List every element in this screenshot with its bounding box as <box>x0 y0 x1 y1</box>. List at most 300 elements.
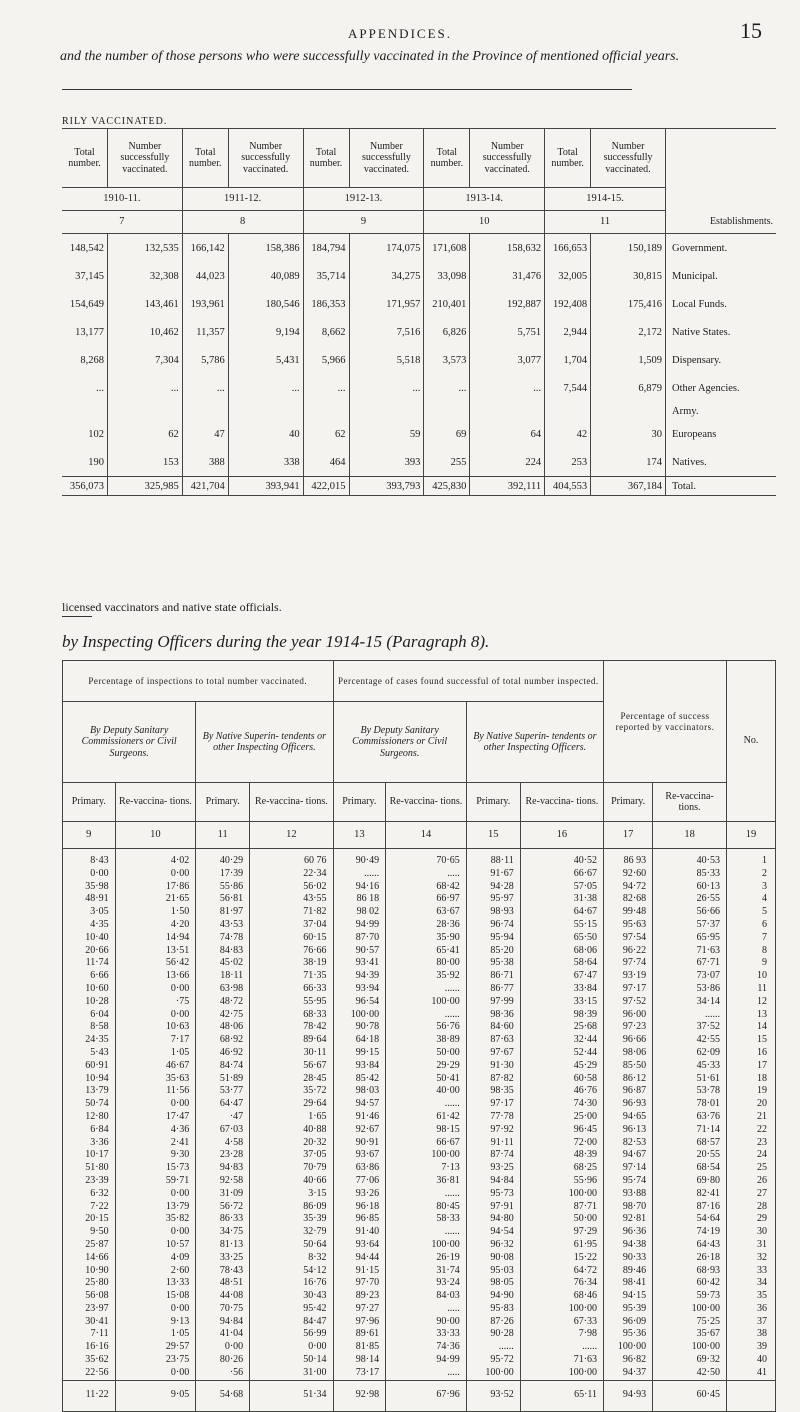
percentage-cell: 51·80 <box>63 1162 116 1175</box>
percentage-cell: 97·99 <box>466 996 520 1009</box>
percentage-cell: 96·18 <box>333 1201 386 1214</box>
percentage-cell: 94·39 <box>333 970 386 983</box>
percentage-cell: ·47 <box>196 1111 250 1124</box>
table-row <box>63 1098 776 1111</box>
number-cell: 255 <box>424 448 470 477</box>
percentage-cell: 95·72 <box>466 1354 520 1367</box>
establishment-cell: Other Agencies. <box>666 374 777 402</box>
percentage-cell: 91·67 <box>466 868 520 881</box>
percentage-cell: 50·64 <box>250 1239 333 1252</box>
establishment-cell: Government. <box>666 234 777 263</box>
percentage-cell: 60·42 <box>653 1277 727 1290</box>
percentage-cell: 94·99 <box>386 1354 467 1367</box>
divider <box>62 89 632 90</box>
percentage-cell: 18·11 <box>196 970 250 983</box>
number-cell: 37,145 <box>75 270 104 282</box>
year-header: 1911-12. <box>182 188 303 211</box>
percentage-cell: 96·09 <box>604 1316 653 1329</box>
number-cell: 64 <box>470 420 545 448</box>
percentage-cell: 78·42 <box>250 1021 333 1034</box>
percentage-cell: 40·00 <box>386 1085 467 1098</box>
percentage-cell: 24·35 <box>63 1034 116 1047</box>
column-number: 8 <box>182 211 303 234</box>
row-number: 12 <box>727 996 776 1009</box>
number-cell: 404,553 <box>545 477 591 496</box>
percentage-cell: 7·11 <box>63 1328 116 1341</box>
percentage-cell: 33·33 <box>386 1328 467 1341</box>
percentage-cell: 95·73 <box>466 1188 520 1201</box>
percentage-cell: 32·44 <box>520 1034 603 1047</box>
column-number: 13 <box>333 822 386 849</box>
percentage-cell: 94·44 <box>333 1252 386 1265</box>
table-row <box>63 1175 776 1188</box>
percentage-cell: 51·61 <box>653 1073 727 1086</box>
percentage-cell: 94·84 <box>196 1316 250 1329</box>
number-cell: 158,632 <box>470 234 545 263</box>
percentage-cell: 4·35 <box>63 919 116 932</box>
table-row <box>63 932 776 945</box>
table-row <box>63 1149 776 1162</box>
percentage-cell: ...... <box>386 1098 467 1111</box>
table-row <box>63 906 776 919</box>
number-cell: 44,023 <box>182 262 228 290</box>
percentage-cell: 100·00 <box>386 1239 467 1252</box>
percentage-cell: 92·58 <box>196 1175 250 1188</box>
percentage-cell: 45·33 <box>653 1060 727 1073</box>
table-row <box>62 420 776 448</box>
percentage-cell: 97·96 <box>333 1316 386 1329</box>
percentage-cell: 66·33 <box>250 983 333 996</box>
percentage-cell: 46·92 <box>196 1047 250 1060</box>
establishment-cell: Europeans <box>666 420 777 448</box>
total-cell <box>727 1380 776 1411</box>
number-cell: 166,142 <box>182 234 228 263</box>
percentage-cell: 71·63 <box>520 1354 603 1367</box>
row-number: 19 <box>727 1085 776 1098</box>
column-number: 14 <box>386 822 467 849</box>
percentage-cell: 33·25 <box>196 1252 250 1265</box>
number-cell <box>349 402 424 420</box>
table-row <box>63 1111 776 1124</box>
table-row <box>63 1034 776 1047</box>
percentage-cell: 87·71 <box>520 1201 603 1214</box>
total-cell: 11·22 <box>63 1380 116 1411</box>
percentage-cell: 10·94 <box>63 1073 116 1086</box>
percentage-cell: 0·00 <box>250 1341 333 1354</box>
percentage-cell: 43·53 <box>196 919 250 932</box>
percentage-cell: 74·19 <box>653 1226 727 1239</box>
percentage-cell: 63·67 <box>386 906 467 919</box>
table-row <box>63 1137 776 1150</box>
percentage-cell: 10·90 <box>63 1265 116 1278</box>
percentage-cell: 26·55 <box>653 893 727 906</box>
number-cell <box>62 402 107 420</box>
percentage-cell: 56·42 <box>115 957 196 970</box>
number-cell: 367,184 <box>591 477 666 496</box>
percentage-cell: 1·65 <box>250 1111 333 1124</box>
row-number: 9 <box>727 957 776 970</box>
percentage-cell: 95·74 <box>604 1175 653 1188</box>
percentage-cell: 86·33 <box>196 1213 250 1226</box>
number-cell: 35,714 <box>303 262 349 290</box>
number-cell <box>228 402 303 420</box>
percentage-cell: 95·39 <box>604 1303 653 1316</box>
revaccination-header: Re-vaccina- tions. <box>520 783 603 822</box>
year-header: 1910-11. <box>62 188 182 211</box>
percentage-cell: 40·52 <box>520 849 603 868</box>
percentage-cell: 93·67 <box>333 1149 386 1162</box>
percentage-cell: 36·81 <box>386 1175 467 1188</box>
percentage-cell: 67·71 <box>653 957 727 970</box>
row-number: 33 <box>727 1265 776 1278</box>
percentage-cell: 93·94 <box>333 983 386 996</box>
table-row <box>63 1085 776 1098</box>
percentage-cell: 38·89 <box>386 1034 467 1047</box>
percentage-cell: 98·36 <box>466 1009 520 1022</box>
table-row <box>63 1328 776 1341</box>
row-number: 22 <box>727 1124 776 1137</box>
percentage-cell: 6·66 <box>63 970 116 983</box>
percentage-cell: 97·70 <box>333 1277 386 1290</box>
percentage-cell: 91·11 <box>466 1137 520 1150</box>
no-header: No. <box>727 661 776 822</box>
table-row <box>63 849 776 868</box>
number-cell: 102 <box>88 428 104 440</box>
percentage-cell: 85·20 <box>466 945 520 958</box>
percentage-cell: 48·72 <box>196 996 250 1009</box>
row-number: 10 <box>727 970 776 983</box>
number-cell: ... <box>303 374 349 402</box>
percentage-cell: 92·67 <box>333 1124 386 1137</box>
column-number: 17 <box>604 822 653 849</box>
percentage-cell: 92·60 <box>604 868 653 881</box>
percentage-cell: ·56 <box>196 1367 250 1380</box>
percentage-cell: 44·08 <box>196 1290 250 1303</box>
percentage-cell: 66·67 <box>520 868 603 881</box>
number-cell: 356,073 <box>62 477 107 496</box>
percentage-cell: 13·66 <box>115 970 196 983</box>
percentage-cell: 77·06 <box>333 1175 386 1188</box>
row-number: 36 <box>727 1303 776 1316</box>
percentage-cell: 68·57 <box>653 1137 727 1150</box>
percentage-cell: 11·74 <box>63 957 116 970</box>
total-cell: 67·96 <box>386 1380 467 1411</box>
percentage-cell: 40·29 <box>196 849 250 868</box>
percentage-cell: 13·79 <box>115 1201 196 1214</box>
number-cell: 148,542 <box>69 242 104 254</box>
percentage-cell: 35·98 <box>63 881 116 894</box>
percentage-cell: 94·83 <box>196 1162 250 1175</box>
percentage-cell: 97·52 <box>604 996 653 1009</box>
number-cell: 1,704 <box>545 346 591 374</box>
revaccination-header: Re-vaccina- tions. <box>115 783 196 822</box>
percentage-cell: 4·02 <box>115 849 196 868</box>
number-cell: 158,386 <box>228 234 303 263</box>
percentage-cell: 67·33 <box>520 1316 603 1329</box>
percentage-cell: 10·17 <box>63 1149 116 1162</box>
number-cell: 464 <box>303 448 349 477</box>
percentage-cell: 57·05 <box>520 881 603 894</box>
percentage-cell: 96·82 <box>604 1354 653 1367</box>
percentage-cell: 98·06 <box>604 1047 653 1060</box>
percentage-cell: 54·12 <box>250 1265 333 1278</box>
percentage-cell: 4·20 <box>115 919 196 932</box>
number-cell <box>303 402 349 420</box>
percentage-cell: ...... <box>386 1009 467 1022</box>
percentage-cell: 82·41 <box>653 1188 727 1201</box>
percentage-cell: 71·14 <box>653 1124 727 1137</box>
percentage-cell: 86·09 <box>250 1201 333 1214</box>
percentage-cell: 34·75 <box>196 1226 250 1239</box>
totals-row <box>63 1380 776 1411</box>
percentage-cell: 82·68 <box>604 893 653 906</box>
table-row <box>63 970 776 983</box>
establishment-cell: Army. <box>666 402 777 420</box>
percentage-cell: 68·06 <box>520 945 603 958</box>
row-number: 14 <box>727 1021 776 1034</box>
percentage-cell: 10·60 <box>63 983 116 996</box>
percentage-cell: 54·64 <box>653 1213 727 1226</box>
percentage-cell: 74·78 <box>196 932 250 945</box>
percentage-cell: 16·76 <box>250 1277 333 1290</box>
column-number: 10 <box>115 822 196 849</box>
percentage-cell: 55·15 <box>520 919 603 932</box>
percentage-cell: 7·22 <box>63 1201 116 1214</box>
table-row <box>62 318 776 346</box>
number-cell: 393,941 <box>228 477 303 496</box>
percentage-cell: 94·38 <box>604 1239 653 1252</box>
number-cell: 3,077 <box>470 346 545 374</box>
percentage-cell: 94·84 <box>466 1175 520 1188</box>
percentage-cell: 73·17 <box>333 1367 386 1380</box>
percentage-cell: 0·00 <box>115 868 196 881</box>
primary-header: Primary. <box>196 783 250 822</box>
percentage-cell: 100·00 <box>520 1303 603 1316</box>
percentage-cell: 50·14 <box>250 1354 333 1367</box>
percentage-cell: 98·41 <box>604 1277 653 1290</box>
number-cell: 5,966 <box>303 346 349 374</box>
percentage-cell: 94·99 <box>333 919 386 932</box>
percentage-cell: 97·27 <box>333 1303 386 1316</box>
percentage-cell: 96·66 <box>604 1034 653 1047</box>
percentage-cell: 68·54 <box>653 1162 727 1175</box>
table-row <box>63 957 776 970</box>
number-cell: 7,544 <box>545 374 591 402</box>
number-cell: 5,751 <box>470 318 545 346</box>
percentage-cell: 28·45 <box>250 1073 333 1086</box>
number-cell <box>424 402 470 420</box>
percentage-cell: 86·12 <box>604 1073 653 1086</box>
number-cell: 6,826 <box>424 318 470 346</box>
number-cell: 33,098 <box>424 262 470 290</box>
percentage-cell: 98·05 <box>466 1277 520 1290</box>
percentage-cell: 42·75 <box>196 1009 250 1022</box>
percentage-cell: 37·05 <box>250 1149 333 1162</box>
percentage-cell: 100·00 <box>386 1149 467 1162</box>
page-number: 15 <box>740 18 762 43</box>
percentage-cell: 65·41 <box>386 945 467 958</box>
percentage-cell: 87·74 <box>466 1149 520 1162</box>
percentage-cell: 0·00 <box>115 983 196 996</box>
column-header: Total number. <box>303 129 349 188</box>
percentage-cell: 0·00 <box>115 1009 196 1022</box>
number-cell: 175,416 <box>591 290 666 318</box>
number-cell <box>591 402 666 420</box>
percentage-cell: 96·93 <box>604 1098 653 1111</box>
percentage-cell: 81·13 <box>196 1239 250 1252</box>
percentage-cell: 0·00 <box>63 868 116 881</box>
percentage-cell: 78·01 <box>653 1098 727 1111</box>
primary-header: Primary. <box>466 783 520 822</box>
table-row <box>63 1201 776 1214</box>
percentage-cell: 74·30 <box>520 1098 603 1111</box>
row-number: 13 <box>727 1009 776 1022</box>
number-cell: 40 <box>228 420 303 448</box>
percentage-cell: 3·36 <box>63 1137 116 1150</box>
number-cell: 193,961 <box>182 290 228 318</box>
percentage-cell: 31·38 <box>520 893 603 906</box>
percentage-cell: 10·40 <box>63 932 116 945</box>
percentage-cell: 63·86 <box>333 1162 386 1175</box>
percentage-cell: 56·72 <box>196 1201 250 1214</box>
percentage-cell: 60 76 <box>250 849 333 868</box>
row-number: 26 <box>727 1175 776 1188</box>
percentage-cell: 0·00 <box>115 1188 196 1201</box>
percentage-cell: 89·23 <box>333 1290 386 1303</box>
percentage-cell: 76·66 <box>250 945 333 958</box>
row-number: 40 <box>727 1354 776 1367</box>
percentage-cell: 35·39 <box>250 1213 333 1226</box>
percentage-cell: ..... <box>386 1303 467 1316</box>
percentage-cell: 53·78 <box>653 1085 727 1098</box>
row-number: 39 <box>727 1341 776 1354</box>
percentage-cell: 48·39 <box>520 1149 603 1162</box>
percentage-cell: 46·67 <box>115 1060 196 1073</box>
number-cell: 425,830 <box>424 477 470 496</box>
percentage-cell: 55·86 <box>196 881 250 894</box>
percentage-cell: 53·77 <box>196 1085 250 1098</box>
number-cell: ... <box>107 374 182 402</box>
number-cell: 421,704 <box>182 477 228 496</box>
percentage-cell: 71·35 <box>250 970 333 983</box>
percentage-cell: 0·00 <box>115 1367 196 1380</box>
number-cell: 184,794 <box>303 234 349 263</box>
table-row <box>63 1277 776 1290</box>
total-cell: 54·68 <box>196 1380 250 1411</box>
percentage-cell: 100·00 <box>333 1009 386 1022</box>
percentage-cell: 67·47 <box>520 970 603 983</box>
percentage-cell: 94·80 <box>466 1213 520 1226</box>
number-cell: 69 <box>424 420 470 448</box>
percentage-cell: 100·00 <box>653 1303 727 1316</box>
percentage-cell: 69·32 <box>653 1354 727 1367</box>
percentage-cell: 69·80 <box>653 1175 727 1188</box>
percentage-cell: 35·62 <box>63 1354 116 1367</box>
table-row <box>63 1021 776 1034</box>
percentage-cell: 87·26 <box>466 1316 520 1329</box>
percentage-cell: 96·13 <box>604 1124 653 1137</box>
percentage-cell: 73·07 <box>653 970 727 983</box>
total-cell: 60·45 <box>653 1380 727 1411</box>
percentage-cell: 20·15 <box>63 1213 116 1226</box>
percentage-cell: 37·52 <box>653 1021 727 1034</box>
number-cell: 30 <box>591 420 666 448</box>
percentage-cell: 26·19 <box>386 1252 467 1265</box>
revaccination-header: Re-vaccina- tions. <box>250 783 333 822</box>
percentage-cell: 93·64 <box>333 1239 386 1252</box>
percentage-cell: 61·42 <box>386 1111 467 1124</box>
percentage-cell: 42·55 <box>653 1034 727 1047</box>
table-row <box>63 1009 776 1022</box>
percentage-cell: 55·95 <box>250 996 333 1009</box>
percentage-cell: 77·78 <box>466 1111 520 1124</box>
percentage-cell: 35·63 <box>115 1073 196 1086</box>
percentage-cell: 59·73 <box>653 1290 727 1303</box>
percentage-cell: 56·08 <box>63 1290 116 1303</box>
percentage-cell: 23·75 <box>115 1354 196 1367</box>
subheader-native: By Native Superin- tendents or other Inspecting Officers. <box>196 702 333 783</box>
percentage-cell: 1·05 <box>115 1328 196 1341</box>
percentage-cell: 100·00 <box>466 1367 520 1380</box>
number-cell: 393,793 <box>349 477 424 496</box>
number-cell: 166,653 <box>545 234 591 263</box>
percentage-cell: 10·63 <box>115 1021 196 1034</box>
row-number: 35 <box>727 1290 776 1303</box>
column-number: 18 <box>653 822 727 849</box>
number-cell: 40,089 <box>228 262 303 290</box>
percentage-cell: 90·28 <box>466 1328 520 1341</box>
percentage-cell: 100·00 <box>520 1188 603 1201</box>
row-number: 29 <box>727 1213 776 1226</box>
number-cell: 153 <box>107 448 182 477</box>
percentage-cell: 25·00 <box>520 1111 603 1124</box>
percentage-cell: 65·95 <box>653 932 727 945</box>
vaccination-table <box>62 128 776 496</box>
table-row <box>62 262 776 290</box>
percentage-cell: 61·95 <box>520 1239 603 1252</box>
percentage-cell: 94·54 <box>466 1226 520 1239</box>
percentage-cell: 84·47 <box>250 1316 333 1329</box>
number-cell: 32,308 <box>107 262 182 290</box>
percentage-cell: 60·13 <box>653 881 727 894</box>
percentage-cell: 40·88 <box>250 1124 333 1137</box>
table1-header-row <box>62 129 776 188</box>
row-number: 11 <box>727 983 776 996</box>
number-cell: 10,462 <box>107 318 182 346</box>
percentage-cell: 17·86 <box>115 881 196 894</box>
percentage-cell: 97·23 <box>604 1021 653 1034</box>
table-row <box>63 1213 776 1226</box>
percentage-cell: 84·74 <box>196 1060 250 1073</box>
establishment-cell: Natives. <box>666 448 777 477</box>
percentage-cell: 87·82 <box>466 1073 520 1086</box>
percentage-cell: 96·36 <box>604 1226 653 1239</box>
percentage-cell: 98·14 <box>333 1354 386 1367</box>
revaccination-header: Re-vaccina- tions. <box>653 783 727 822</box>
percentage-cell: 3·05 <box>63 906 116 919</box>
total-cell: 9·05 <box>115 1380 196 1411</box>
percentage-cell: 100·00 <box>604 1341 653 1354</box>
percentage-cell: 6·32 <box>63 1188 116 1201</box>
number-cell: 325,985 <box>107 477 182 496</box>
percentage-cell: 93·26 <box>333 1188 386 1201</box>
number-cell <box>182 402 228 420</box>
number-cell: 7,304 <box>107 346 182 374</box>
percentage-cell: 97·17 <box>604 983 653 996</box>
table-row <box>63 996 776 1009</box>
percentage-cell: 26·18 <box>653 1252 727 1265</box>
divider <box>62 616 92 617</box>
